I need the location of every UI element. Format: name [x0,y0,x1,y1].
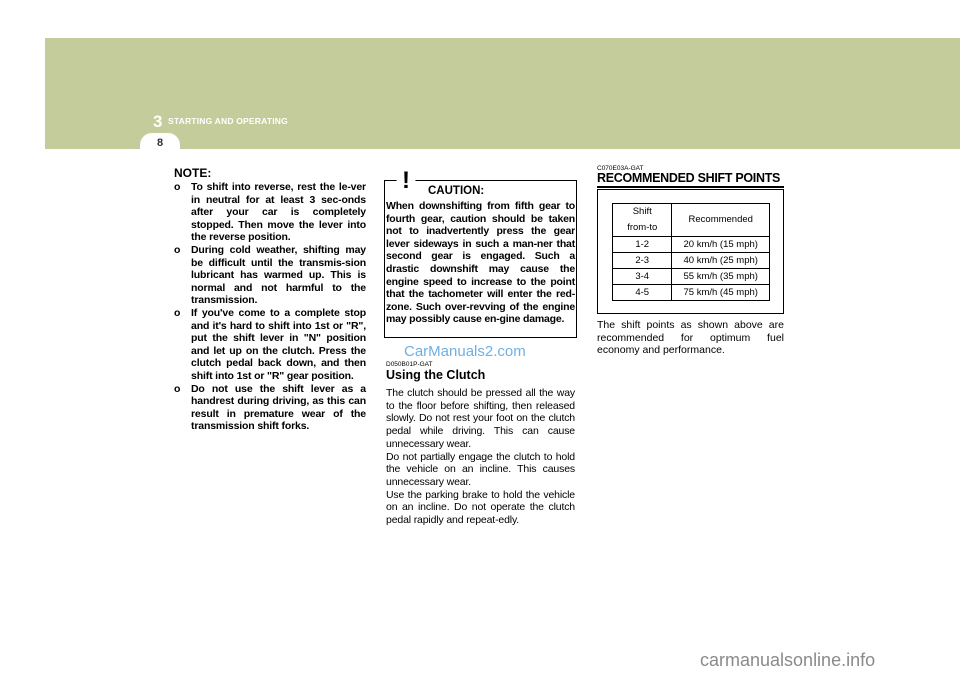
speed-cell: 75 km/h (45 mph) [672,285,770,301]
paragraph: Do not partially engage the clutch to hold the vehicle on an incline. This causes unnecessary wear. [386,450,575,488]
table-row [613,253,770,269]
note-item: o During cold weather, shifting may be difficult until the transmis-sion lubricant has warmed up. This is normal and not harmful to the transmission. [174,243,366,307]
speed-cell: 55 km/h (35 mph) [672,269,770,285]
note-section [174,166,366,433]
speed-cell: 40 km/h (25 mph) [672,253,770,269]
svg-text:!: ! [402,167,410,193]
footer-watermark-link[interactable]: carmanualsonline.info [700,650,876,670]
shift-cell: 3-4 [613,269,672,285]
chapter-header-band [45,38,960,149]
column-header-recommended: Recommended [672,204,770,237]
note-item: o If you've come to a complete stop and it's hard to shift into 1st or "R", put the shift lever in "N" position and let up on the clutch. Press the clutch pedal back down, and then shift into 1st or "R" gear position. [174,306,366,382]
section-code: D050B01P-GAT [386,361,433,368]
chapter-title: STARTING AND OPERATING [168,116,288,126]
note-title: NOTE: [174,166,212,180]
note-item: o To shift into reverse, rest the le-ver in neutral for at least 3 sec-onds after your car is completely stopped. Then move the lever into the reverse position. [174,181,366,244]
column-header-shift: Shift from-to [613,204,672,237]
shift-points-note: The shift points as shown above are recommended for optimum fuel economy and performance. [597,319,784,357]
chapter-number: 3 [153,112,163,131]
shift-cell: 4-5 [613,285,672,301]
clutch-body [386,387,575,527]
table-row [613,269,770,285]
watermark-link[interactable]: CarManuals2.com [404,343,526,360]
table-row [613,237,770,253]
section-title-using-clutch: Using the Clutch [386,368,486,382]
table-row [613,285,770,301]
shift-points-table [612,203,770,301]
caution-title: CAUTION: [428,185,485,197]
shift-cell: 2-3 [613,253,672,269]
bullet-icon: o [174,243,181,256]
note-item: o Do not use the shift lever as a handrest during driving, as this can result in premature wear of the transmission shift forks. [174,382,366,433]
shift-cell: 1-2 [613,237,672,253]
page-number: 8 [156,137,164,149]
speed-cell: 20 km/h (15 mph) [672,237,770,253]
section-title-shift-points: RECOMMENDED SHIFT POINTS [597,171,781,185]
warning-exclamation-icon [389,163,423,193]
title-underline [597,186,784,188]
paragraph: Use the parking brake to hold the vehicle on an incline. Do not operate the clutch pedal rapidly and repeat-edly. [386,488,575,527]
bullet-icon: o [174,382,181,395]
bullet-icon: o [174,181,181,193]
bullet-icon: o [174,306,181,319]
caution-text: When downshifting from fifth gear to fourth gear, caution should be taken not to inadvertently press the gear lever sideways in such a man-ner that second gear is engaged. Such a drastic downshift may cause the engine speed to increase to the point that the tachometer will enter the red-zone. Such over-revving of the engine may possibly cause en-gine damage. [386,200,575,326]
paragraph: The clutch should be pressed all the way to the floor before shifting, then released slowly. Do not rest your foot on the clutch pedal while driving. This can cause unnecessary wear. [386,387,575,450]
note-list [174,181,366,433]
section-code: C070E03A-GAT [597,165,644,172]
